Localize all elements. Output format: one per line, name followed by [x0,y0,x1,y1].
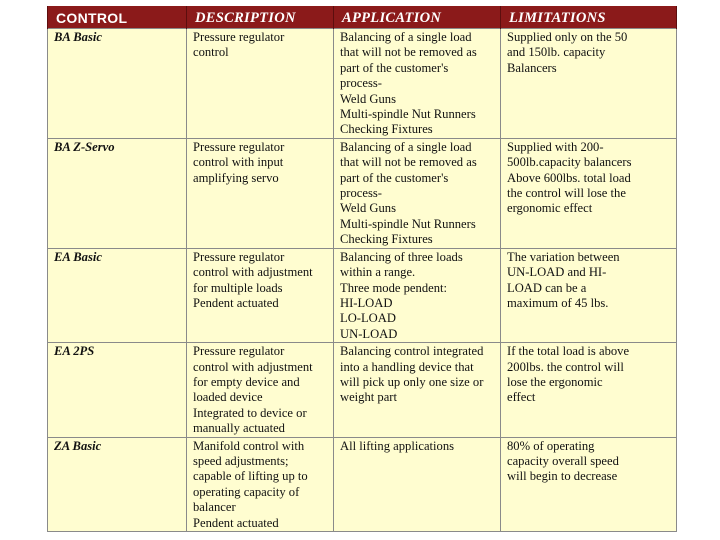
description-line: operating capacity of [193,484,300,499]
description-line: loaded device [193,390,263,405]
limitations-cell [501,248,677,342]
description-line: Pressure regulator [193,344,285,359]
header-row [48,6,677,29]
limitations-line: maximum of 45 lbs. [507,295,609,310]
limitations-line: If the total load is above [507,344,630,359]
limitations-line: 200lbs. the control will [507,359,624,374]
description-cell [187,248,334,342]
description-line: Manifold control with [193,438,305,453]
application-line: All lifting applications [340,438,455,453]
limitations-line: Above 600lbs. total load [507,170,631,185]
table-row [48,248,677,342]
limitations-cell [501,437,677,531]
limitations-cell [501,29,677,139]
limitations-cell [501,138,677,248]
application-cell [334,248,501,342]
application-line: Balancing of three loads [340,249,463,264]
description-cell [187,343,334,437]
description-cell [187,437,334,531]
header-limitations: LIMITATIONS [501,6,677,29]
application-line: into a handling device that [340,359,474,374]
application-line: part of the customer's [340,170,449,185]
application-cell [334,29,501,139]
control-cell: ZA Basic [48,437,187,531]
limitations-line: capacity overall speed [507,453,619,468]
control-cell: EA Basic [48,248,187,342]
description-line: control with adjustment [193,265,313,280]
table-row [48,29,677,139]
limitations-line: The variation between [507,249,620,264]
description-line: for multiple loads [193,280,283,295]
description-line: capable of lifting up to [193,469,308,484]
table-header [48,6,677,29]
table-row [48,138,677,248]
description-line: Pressure regulator [193,249,285,264]
description-line: amplifying servo [193,170,279,185]
application-line: Multi-spindle Nut Runners [340,216,476,231]
application-line: part of the customer's [340,60,449,75]
limitations-line: lose the ergonomic [507,374,603,389]
description-line: Pressure regulator [193,139,285,154]
limitations-line: ergonomic effect [507,201,593,216]
limitations-line: effect [507,390,536,405]
application-line: LO-LOAD [340,311,396,326]
description-line: balancer [193,500,236,515]
table-row [48,437,677,531]
application-line: process- [340,186,382,201]
application-line: Three mode pendent: [340,280,448,295]
application-line: will pick up only one size or [340,374,484,389]
application-cell [334,138,501,248]
application-line: Balancing of a single load [340,30,472,44]
application-line: HI-LOAD [340,295,393,310]
application-line: Multi-spindle Nut Runners [340,107,476,122]
limitations-line: 80% of operating [507,438,595,453]
application-line: UN-LOAD [340,326,398,341]
control-comparison-table [47,6,677,532]
limitations-line: Supplied only on the 50 [507,30,628,44]
application-line: that will not be removed as [340,45,477,60]
description-line: control with adjustment [193,359,313,374]
application-line: within a range. [340,265,416,280]
control-cell: BA Basic [48,29,187,139]
description-line: Pendent actuated [193,295,279,310]
limitations-line: the control will lose the [507,186,626,201]
application-line: that will not be removed as [340,155,477,170]
limitations-line: UN-LOAD and HI- [507,265,607,280]
limitations-line: will begin to decrease [507,469,618,484]
header-description: DESCRIPTION [187,6,334,29]
application-line: Checking Fixtures [340,232,433,247]
application-line: Checking Fixtures [340,122,433,137]
limitations-line: Supplied with 200- [507,139,604,154]
limitations-cell [501,343,677,437]
application-line: weight part [340,390,398,405]
control-cell: BA Z-Servo [48,138,187,248]
application-line: Balancing of a single load [340,139,472,154]
limitations-line: 500lb.capacity balancers [507,155,632,170]
description-line: control with input [193,155,284,170]
control-cell: EA 2PS [48,343,187,437]
header-control: CONTROL [48,6,187,29]
limitations-line: and 150lb. capacity [507,45,606,60]
description-cell [187,138,334,248]
limitations-line: Balancers [507,60,557,75]
description-line: Integrated to device or [193,405,307,420]
description-line: Pressure regulator [193,30,285,44]
application-line: process- [340,76,382,91]
description-line: speed adjustments; [193,453,289,468]
application-line: Weld Guns [340,201,397,216]
application-line: Balancing control integrated [340,344,484,359]
description-cell [187,29,334,139]
description-line: Pendent actuated [193,515,279,530]
application-cell [334,343,501,437]
table-row [48,343,677,437]
limitations-line: LOAD can be a [507,280,587,295]
application-line: Weld Guns [340,91,397,106]
header-application: APPLICATION [334,6,501,29]
application-cell [334,437,501,531]
description-line: manually actuated [193,421,285,436]
description-line: control [193,45,229,60]
description-line: for empty device and [193,374,300,389]
table-body [48,29,677,532]
